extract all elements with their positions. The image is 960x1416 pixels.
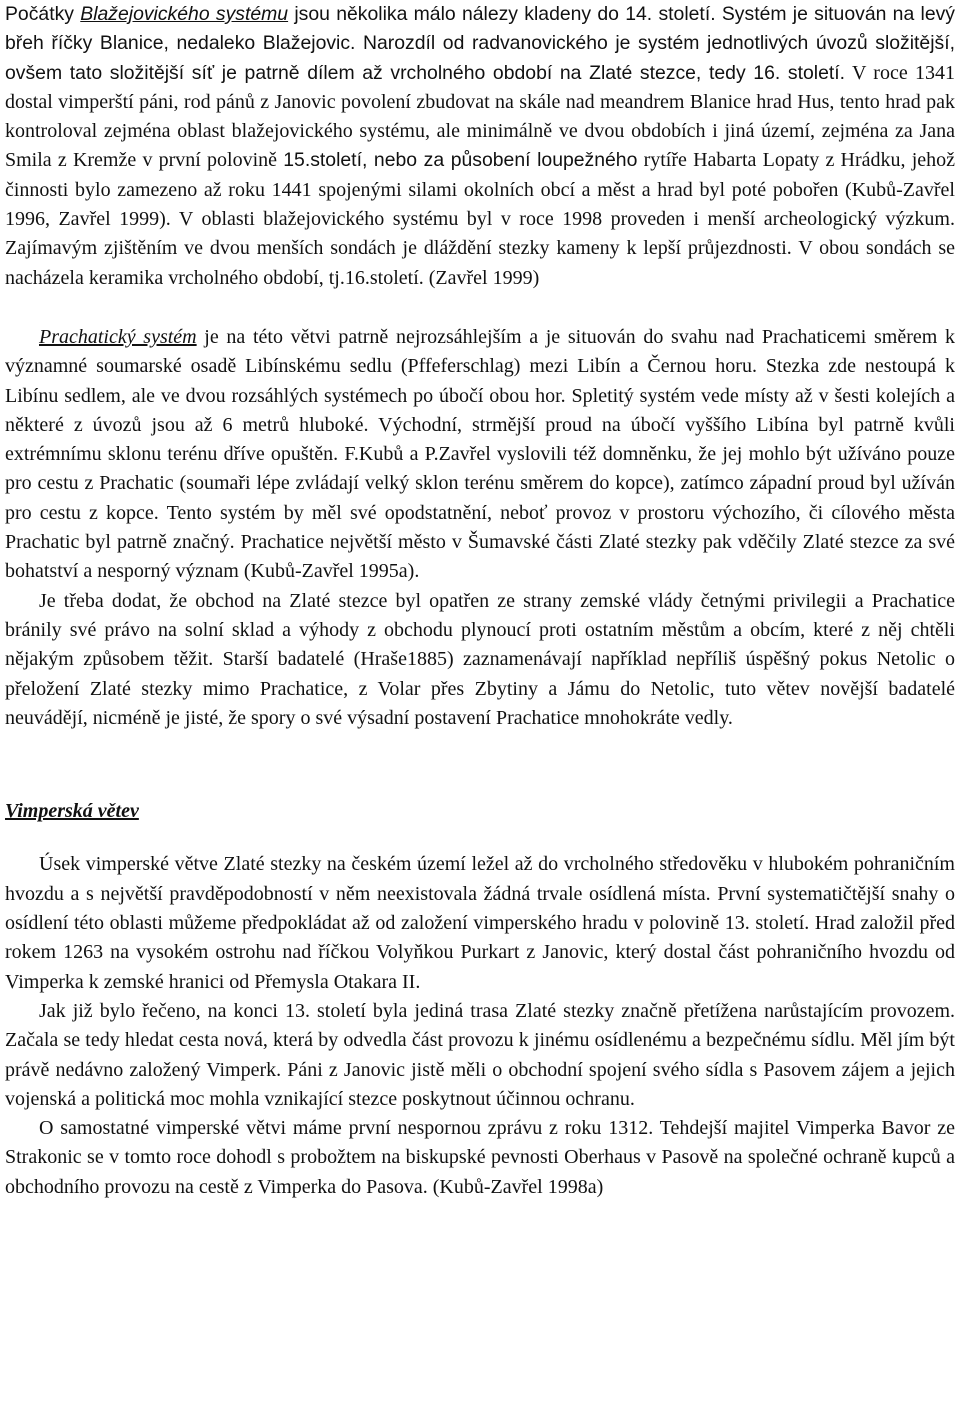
paragraph-blazejovice-text-4: rytíře Habarta Lopaty z Hrádku, jehož činnosti bylo zamezeno až roku 1441 spojenými silami okolních obcí a měst a hrad byl poté pobořen (Kubů-Zavřel 1996, Zavřel 1999). V oblasti blažejovického systému byl v roce 1998 proveden i menší archeologický výzkum. Zajímavým zjištěním ve dvou menších sondách je dláždění stezky kameny k lepší průjezdnosti. V obou sondách se nacházela keramika vrcholného období, tj.16.století. (Zavřel 1999) bbox=[5, 149, 956, 289]
paragraph-vimperk-3: O samostatné vimperské větvi máme první nespornou zprávu z roku 1312. Tehdejší majitel Vimperka Bavor ze Strakonic se v tomto roce dohodl s probožtem na biskupské pevnosti Oberhaus v Pasově na společné ochraně kupců a obchodního provozu na cestě z Vimperka do Pasova. (Kubů-Zavřel 1998a) bbox=[5, 1117, 955, 1198]
section-gap bbox=[5, 733, 955, 797]
document-page bbox=[5, 0, 955, 1202]
paragraph-prachatice bbox=[5, 323, 955, 587]
paragraph-privileges: Je třeba dodat, že obchod na Zlaté stezce byl opatřen ze strany zemské vlády četnými privilegii a Prachatice bránily své právo na solní sklad a výhody z obchodu plynoucí proti ostatním městům a obcím, které z něj chtěli nějakým způsobem těžit. Starší badatelé (Hraše1885) zaznamenávají například nepříliš úspěšný pokus Netolic o přeložení Zlaté stezky mimo Prachatice, z Volar přes Zbytiny a Jámu do Netolic, tuto větev novější badatelé neuvádějí, nicméně je jisté, že spory o své výsadní postavení Prachatice mnohokráte vedly. bbox=[5, 589, 955, 729]
heading-gap bbox=[5, 826, 955, 850]
paragraph-gap bbox=[5, 293, 955, 323]
section-heading-vimperk: Vimperská větev bbox=[5, 800, 139, 823]
paragraph-vimperk-2: Jak již bylo řečeno, na konci 13. století byla jediná trasa Zlaté stezky značně přetížena narůstajícím provozem. Začala se tedy hledat cesta nová, která by odvedla část provozu k jinému osídlenému a bezpečnému sídlu. Měl jím být právě nedávno založený Vimperk. Páni z Janovic jistě měli o obchodní spojení svého sídla s Pasovem zájem a jejich vojenská a politická moc mohla vznikající stezce poskytnout účinnou ochranu. bbox=[5, 999, 955, 1110]
paragraph-blazejovice-text-3: 15.století, nebo za působení loupežného bbox=[283, 149, 638, 172]
paragraph-intro-text: Počátky bbox=[5, 3, 81, 25]
paragraph-vimperk-1: Úsek vimperské větve Zlaté stezky na českém území ležel až do vrcholného středověku v hlubokém pohraničním hvozdu a s největší pravděpodobností v něm neexistovala žádná trvale osídlená místa. První systematičtější snahy o osídlení této oblasti můžeme předpokládat až od založení vimperského hradu v polovině 13. století. Hrad založil před rokem 1263 na vysokém ostrohu nad říčkou Volyňkou Purkart z Janovic, který dostal část pohraničního hvozdu od Vimperka k zemské hranici od Přemysla Otakara II. bbox=[5, 853, 955, 993]
link-blazejovice-system[interactable]: Blažejovického systému bbox=[80, 3, 289, 25]
paragraph-prachatice-text: je na této větvi patrně nejrozsáhlejším a je situován do svahu nad Prachaticemi směrem k významné soumarské osadě Libínskému sedlu (Pffeferschlag) mezi Libín a Černou horu. Stezka zde nestoupá k Libínu sedlem, ale ve dvou rozsáhlých systémech po úbočí obou hor. Spletitý systém vede místy až v šesti kolejích a některé z úvozů jsou až 6 metrů hluboké. Východní, strmější proud na úbočí vyššího Libína byl patrně kvůli extrémnímu sklonu terénu dříve opuštěn. F.Kubů a P.Zavřel vyslovili též domněnku, že jej mohlo být užíváno pouze pro cestu z Prachatic (soumaři lépe zvládají velký sklon terénu směrem do kopce), zatímco západní proud byl užíván pro cestu z kopce. Tento systém by měl své opodstatnění, neboť provoz v prostoru výchozího, či cílového města Prachatic byl patrně značný. Prachatice největší město v Šumavské části Zlaté stezky pak vděčily Zlaté stezce za své bohatství a nesporný význam (Kubů-Zavřel 1995a). bbox=[5, 325, 955, 583]
link-prachatice-system[interactable]: Prachatický systém bbox=[39, 325, 197, 348]
paragraph-blazejovice bbox=[5, 0, 955, 293]
paragraph-blazejovice-text-1: jsou několika málo nálezy kladeny do 14. století. Systém je situován na levý břeh říčky Blanice, nedaleko Blažejovic. Narozdíl od radvanovického je systém jednotlivých úvozů složitější, ovšem tato složitější síť je patrně dílem až vrcholného období na Zlaté stezce, tedy 16. století. bbox=[5, 3, 955, 84]
paragraph-blazejovice-text-2: V roce 1341 dostal vimperští páni, rod pánů z Janovic povolení zbudovat na skále nad meandrem Blanice hrad Hus, tento hrad pak kontroloval zejména oblast blažejovického systému, ale minimálně ve dvou obdobích i jiná území, zejména za Jana Smila z Kremže v první polovině bbox=[5, 61, 955, 172]
